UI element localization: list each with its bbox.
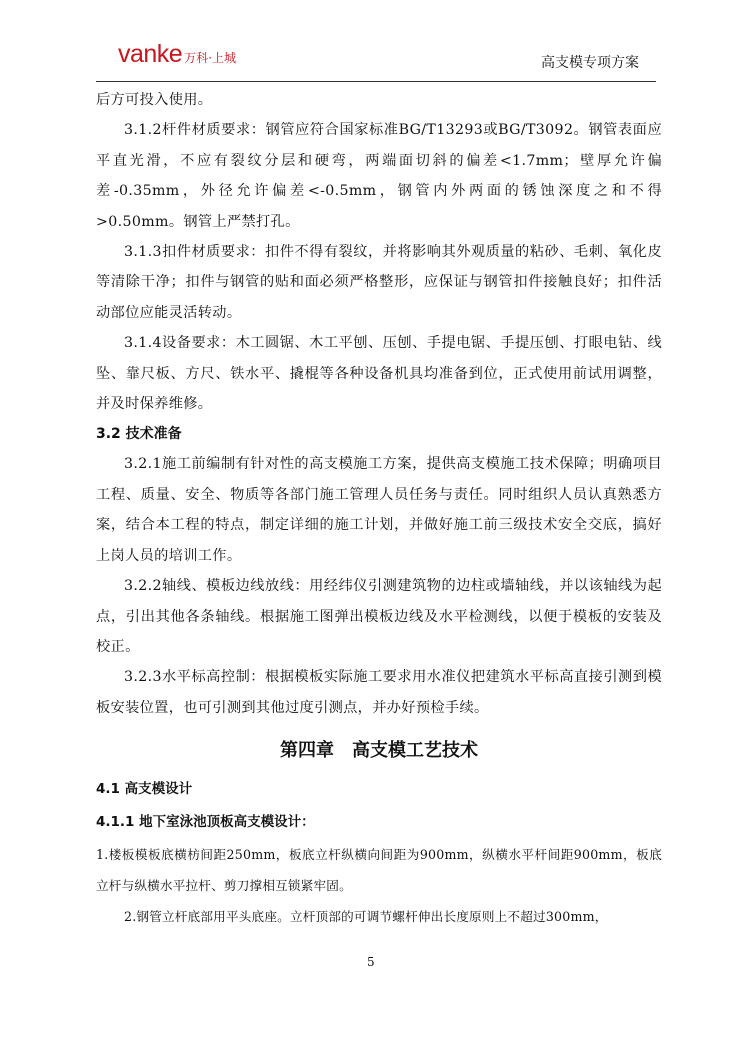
paragraph-item-2: 2.钢管立杆底部用平头底座。立杆顶部的可调节螺杆伸出长度原则上不超过300mm， [124, 909, 608, 925]
paragraph-3-2-2: 3.2.2轴线、模板边线放线：用经纬仪引测建筑物的边柱或墙轴线，并以该轴线为起点，引出其他各条轴线。根据施工图弹出模板边线及水平检测线，以便于模板的安装及校正。 [96, 578, 662, 655]
paragraph-3-1-4: 3.1.4设备要求：木工圆锯、木工平刨、压刨、手提电锯、手提压刨、打眼电钻、线坠、靠尺板、方尺、铁水平、撬棍等各种设备机具均准备到位，正式使用前试用调整，并及时保养维修。 [96, 335, 662, 413]
chapter-title: 第四章 高支模工艺技术 [280, 740, 478, 762]
paragraph-item-1: 1.楼板模板底横枋间距250mm，板底立杆纵横向间距为900mm，纵横水平杆间距900mm，板底立杆与纵横水平拉杆、剪刀撑相互锁紧牢固。 [96, 847, 662, 894]
paragraph-continuation: 后方可投入使用。 [96, 92, 213, 108]
section-heading-3-2: 3.2 技术准备 [96, 426, 182, 443]
page-body [96, 85, 662, 932]
section-heading-4-1-1: 4.1.1 地下室泳池顶板高支模设计： [96, 814, 315, 831]
page-number: 5 [367, 955, 375, 969]
vanke-logo [118, 40, 236, 69]
paragraph-3-2-1: 3.2.1施工前编制有针对性的高支模施工方案，提供高支模施工技术保障；明确项目工程、质量、安全、物质等各部门施工管理人员任务与责任。同时组织人员认真熟悉方案，结合本工程的特点，制定详细的施工计划，并做好施工前三级技术安全交底，搞好上岗人员的培训工作。 [96, 456, 662, 564]
page-header [0, 0, 744, 90]
document-title: 高支模专项方案 [541, 55, 639, 71]
header-divider [96, 81, 656, 82]
paragraph-3-1-2: 3.1.2杆件材质要求：钢管应符合国家标准BG/T13293或BG/T3092。钢管表面应平直光滑，不应有裂纹分层和硬弯，两端面切斜的偏差<1.7mm；壁厚允许偏差-0.35mm，外径允许偏差<-0.5mm，钢管内外两面的锈蚀深度之和不得>0.50mm。钢管上严禁打孔。 [96, 122, 662, 230]
paragraph-3-1-3: 3.1.3扣件材质要求：扣件不得有裂纹，并将影响其外观质量的粘砂、毛刺、氧化皮等清除干净；扣件与钢管的贴和面必须严格整形，应保证与钢管扣件接触良好；扣件活动部位应能灵活转动。 [96, 244, 662, 321]
logo-project-name: 万科·上城 [184, 51, 237, 65]
paragraph-3-2-3: 3.2.3水平标高控制：根据模板实际施工要求用水准仪把建筑水平标高直接引测到模板安装位置，也可引测到其他过度引测点，并办好预检手续。 [96, 669, 662, 716]
section-heading-4-1: 4.1 高支模设计 [96, 781, 193, 798]
logo-wordmark: vanke [118, 40, 183, 68]
